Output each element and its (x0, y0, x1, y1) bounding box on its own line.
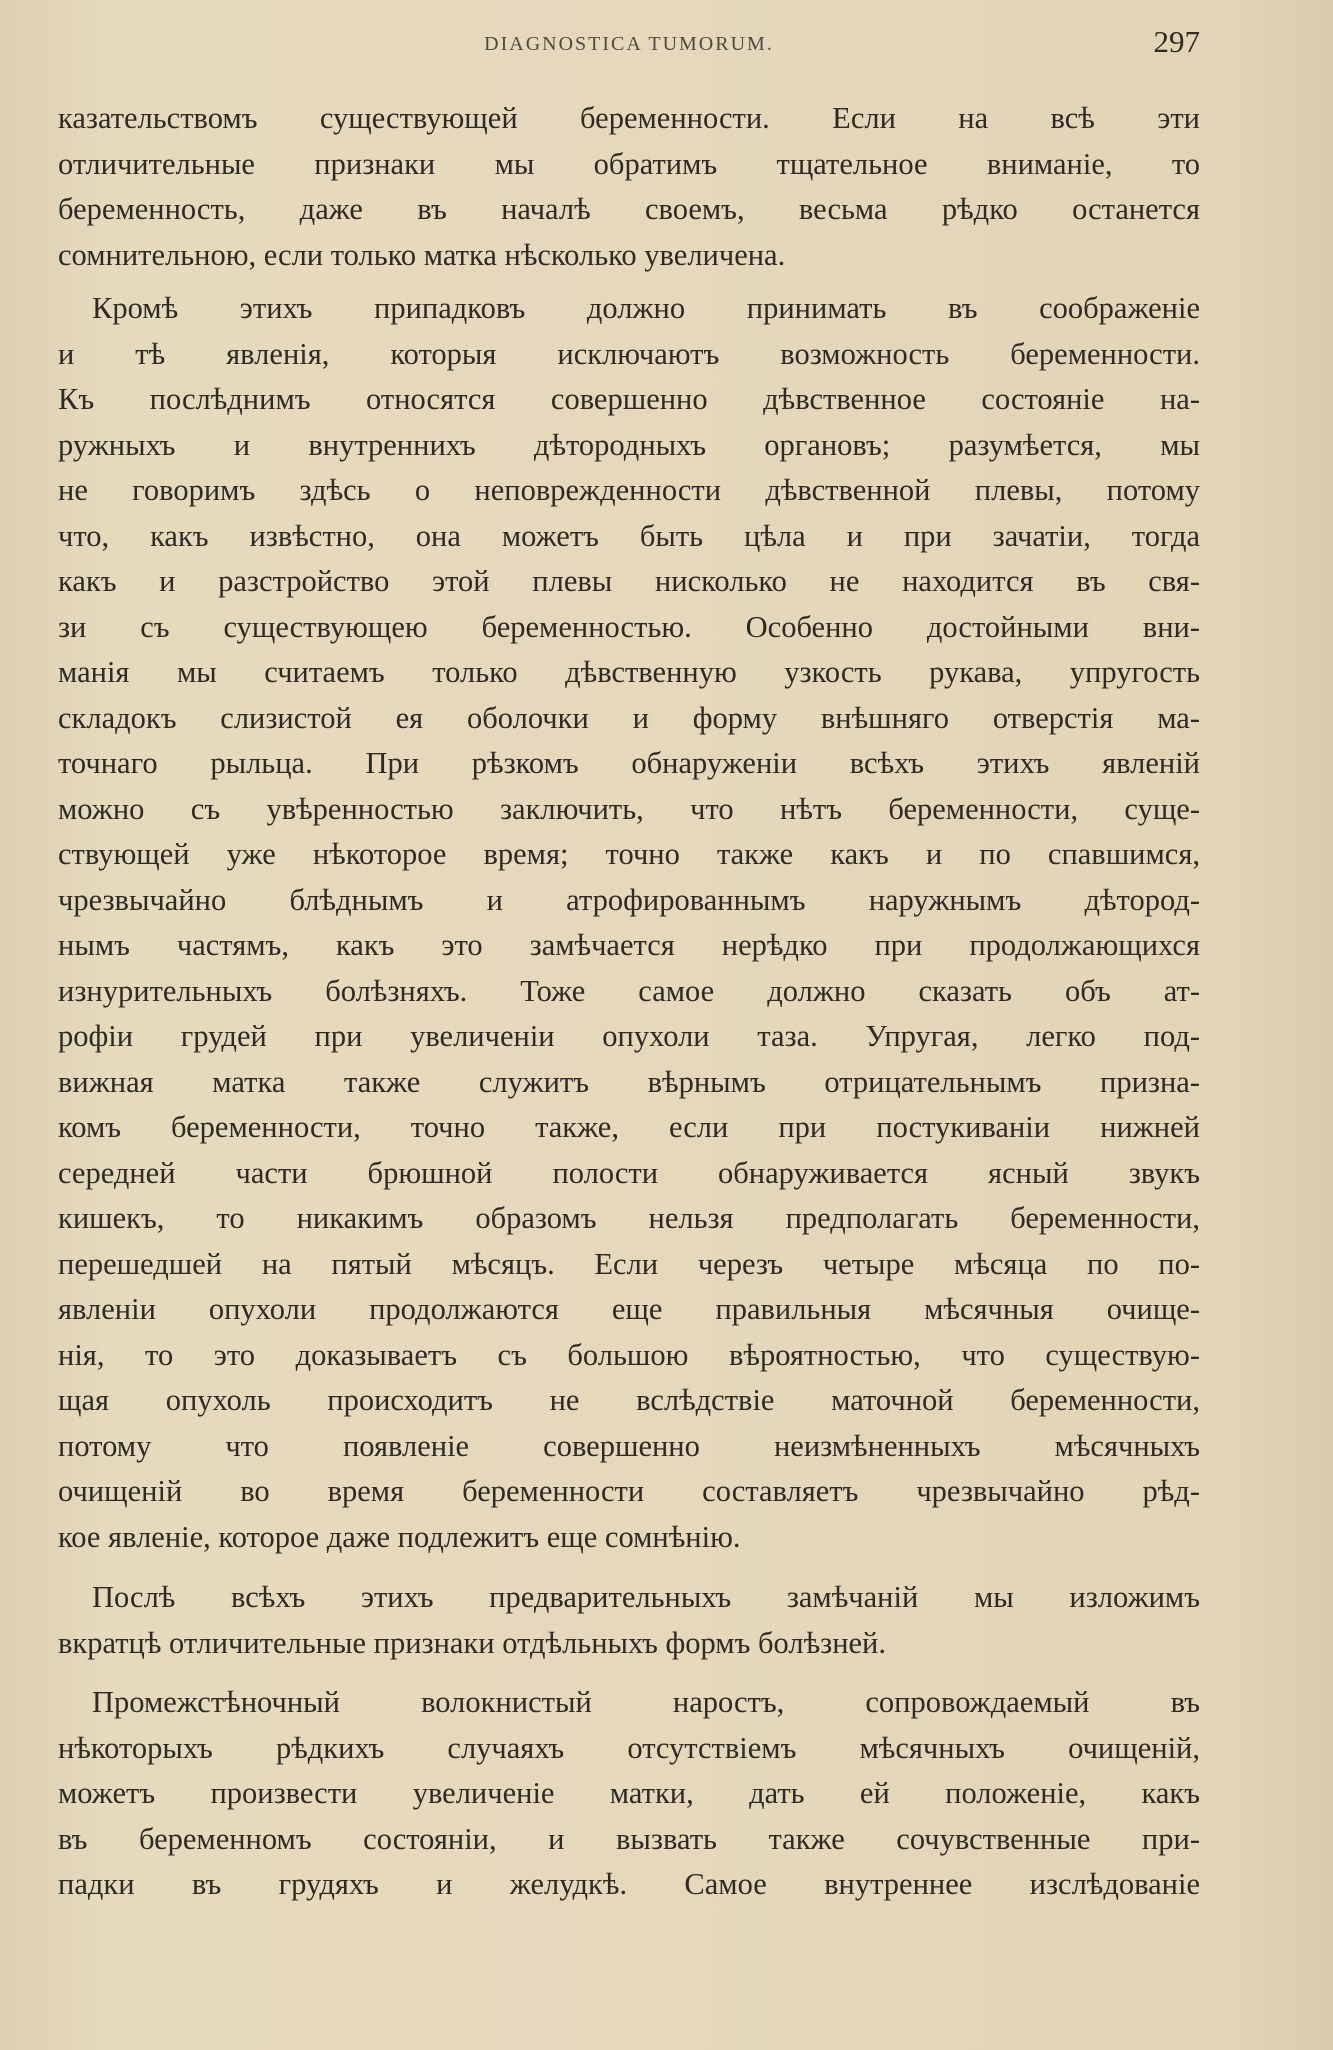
body-text (58, 96, 1200, 1908)
text-line: изнурительныхъ болѣзняхъ. Тоже самое должно сказать объ ат- (58, 973, 1200, 1008)
paragraph-2 (58, 286, 1200, 1560)
text-line: манія мы считаемъ только дѣвственную узкость рукава, упругость (58, 655, 1200, 689)
text-line: отличительные признаки мы обратимъ тщательное вниманіе, то (58, 146, 1200, 181)
text-line: что, какъ извѣстно, она можетъ быть цѣла и при зачатіи, тогда (58, 518, 1200, 553)
text-line: нѣкоторыхъ рѣдкихъ случаяхъ отсутствіемъ мѣсячныхъ очищеній, (58, 1730, 1200, 1765)
text-line: рофіи грудей при увеличеніи опухоли таза. Упругая, легко под- (58, 1019, 1200, 1053)
text-line: потому что появленіе совершенно неизмѣненныхъ мѣсячныхъ (58, 1428, 1200, 1463)
text-line: какъ и разстройство этой плевы нисколько не находится въ свя- (58, 564, 1200, 598)
text-line: очищеній во время беременности составляетъ чрезвычайно рѣд- (58, 1474, 1200, 1508)
text-line: можетъ произвести увеличеніе матки, дать ей положеніе, какъ (58, 1776, 1200, 1810)
text-line: комъ беременности, точно также, если при постукиваніи нижней (58, 1110, 1200, 1144)
text-line: складокъ слизистой ея оболочки и форму внѣшняго отверстія ма- (58, 700, 1200, 735)
text-line: щая опухоль происходитъ не вслѣдствіе маточной беременности, (58, 1383, 1200, 1417)
text-line: вижная матка также служитъ вѣрнымъ отрицательнымъ призна- (58, 1064, 1200, 1099)
text-line: беременность, даже въ началѣ своемъ, весьма рѣдко останется (58, 192, 1200, 226)
paragraph-1 (58, 96, 1200, 278)
paragraph-4 (58, 1680, 1200, 1908)
text-line: сомнительною, если только матка нѣсколько увеличена. (58, 237, 786, 272)
text-line: Кромѣ этихъ припадковъ должно принимать въ соображеніе (92, 291, 1200, 325)
text-line: ружныхъ и внутреннихъ дѣтородныхъ органовъ; разумѣется, мы (58, 427, 1200, 462)
text-line: Послѣ всѣхъ этихъ предварительныхъ замѣчаній мы изложимъ (92, 1580, 1200, 1614)
text-line: перешедшей на пятый мѣсяцъ. Если черезъ четыре мѣсяца по по- (58, 1246, 1200, 1281)
text-line: падки въ грудяхъ и желудкѣ. Самое внутреннее изслѣдованіе (58, 1867, 1200, 1901)
text-line: кишекъ, то никакимъ образомъ нельзя предполагать беременности, (58, 1201, 1200, 1235)
text-line: не говоримъ здѣсь о неповрежденности дѣвственной плевы, потому (58, 473, 1200, 507)
text-line: кое явленіе, которое даже подлежитъ еще сомнѣнію. (58, 1519, 741, 1554)
text-line: чрезвычайно блѣднымъ и атрофированнымъ наружнымъ дѣтород- (58, 882, 1200, 917)
text-line: нымъ частямъ, какъ это замѣчается нерѣдко при продолжающихся (58, 928, 1200, 962)
text-line: казательствомъ существующей беременности. Если на всѣ эти (58, 101, 1200, 135)
text-line: можно съ увѣренностью заключить, что нѣтъ беременности, суще- (58, 791, 1200, 826)
text-line: вкратцѣ отличительные признаки отдѣльныхъ формъ болѣзней. (58, 1625, 886, 1660)
text-line: середней части брюшной полости обнаруживается ясный звукъ (58, 1155, 1200, 1190)
text-line: въ беременномъ состояніи, и вызвать также сочувственные при- (58, 1821, 1200, 1856)
text-line: и тѣ явленія, которыя исключаютъ возможность беременности. (58, 336, 1200, 371)
text-line: ствующей уже нѣкоторое время; точно также какъ и по спавшимся, (58, 837, 1200, 871)
running-head (58, 24, 1200, 68)
paragraph-3 (58, 1575, 1200, 1666)
running-head-title: DIAGNOSTICA TUMORUM. (484, 33, 774, 55)
text-line: явленіи опухоли продолжаются еще правильныя мѣсячныя очище- (58, 1292, 1200, 1326)
text-line: точнаго рыльца. При рѣзкомъ обнаруженіи всѣхъ этихъ явленій (58, 746, 1200, 780)
text-line: нія, то это доказываетъ съ большою вѣроятностью, что существую- (58, 1337, 1200, 1372)
page-number: 297 (1153, 24, 1200, 59)
text-line: зи съ существующею беременностью. Особенно достойными вни- (58, 609, 1200, 644)
text-line: Промежстѣночный волокнистый наростъ, сопровождаемый въ (92, 1685, 1200, 1719)
text-line: Къ послѣднимъ относятся совершенно дѣвственное состояніе на- (58, 382, 1200, 416)
